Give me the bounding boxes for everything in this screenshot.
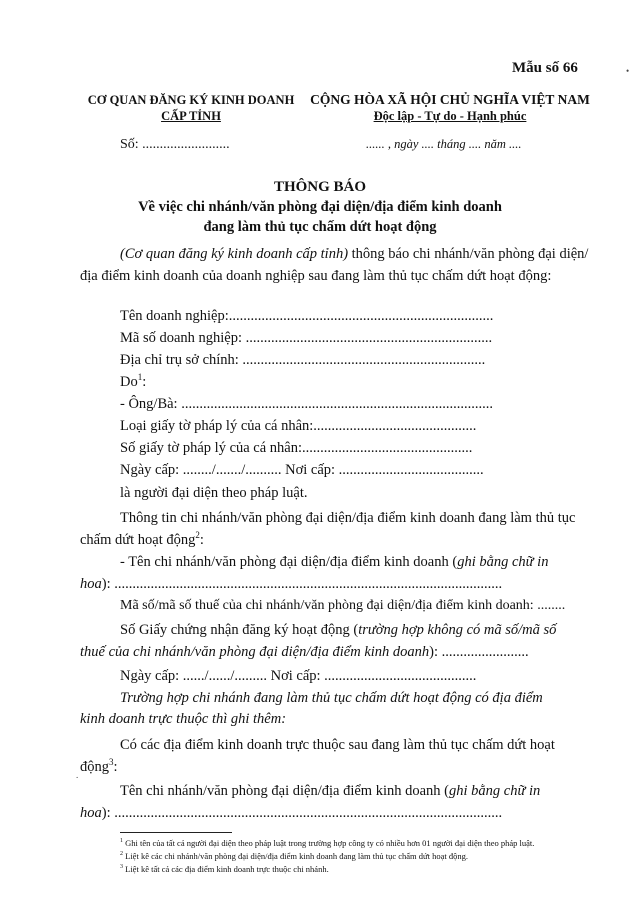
company-code-field: Mã số doanh nghiệp: .................................................................... <box>120 330 493 346</box>
branch-name-line-2 <box>80 576 590 593</box>
title-line-1: THÔNG BÁO <box>273 179 367 195</box>
note-line-1: Trường hợp chi nhánh đang làm thủ tục chấm dứt hoạt động có địa điểm <box>120 690 543 706</box>
sub-locations-word: động <box>80 759 109 775</box>
branch-info-text: Thông tin chi nhánh/văn phòng đại diện/địa điểm kinh doanh đang làm thủ tục chấm dứt hoạt động <box>80 510 576 548</box>
sub-locations-line-1: Có các địa điểm kinh doanh trực thuộc sau đang làm thủ tục chấm dứt hoạt <box>120 737 555 753</box>
branch-name2-hint-2: hoa <box>80 805 102 821</box>
head-office-field: Địa chỉ trụ sở chính: ................................................................... <box>120 352 486 368</box>
scan-mark: . <box>76 770 79 780</box>
branch-name-label: - Tên chi nhánh/văn phòng đại diện/địa điểm kinh doanh ( <box>120 554 458 570</box>
document-number: Số: ......................... <box>120 137 230 152</box>
branch-info-colon: : <box>199 532 204 548</box>
branch-name2-hint: ghi bằng chữ in <box>449 783 541 799</box>
branch-name2-label: Tên chi nhánh/văn phòng đại diện/địa điểm kinh doanh ( <box>120 783 449 799</box>
title-line-3: đang làm thủ tục chấm dứt hoạt động <box>203 219 437 235</box>
agency-line-2: CẤP TỈNH <box>161 109 221 123</box>
nation-name: CỘNG HÒA XÃ HỘI CHỦ NGHĨA VIỆT NAM <box>310 92 590 107</box>
nation-motto: Độc lập - Tự do - Hạnh phúc <box>373 109 527 123</box>
by-field <box>120 374 146 391</box>
footnote-2 <box>120 851 468 861</box>
footnote-ref-2: 2 <box>195 530 200 541</box>
footnote-1-num: 1 <box>120 838 123 845</box>
branch-name-hint: ghi bằng chữ in <box>457 554 549 570</box>
footnote-2-text: Liệt kê các chi nhánh/văn phòng đại diện/địa điểm kinh doanh đang làm thủ tục chấm dứt hoạt động. <box>125 851 468 861</box>
reg-cert-line-2 <box>80 644 529 661</box>
branch-name-line-1 <box>120 554 548 571</box>
branch-name2-dots: ): ........................................................................................................... <box>101 805 503 821</box>
issue-field-2: Ngày cấp: ....../....../......... Nơi cấp: .......................................... <box>120 668 477 684</box>
reg-cert-hint: trường hợp không có mã số/mã số <box>358 622 557 638</box>
legal-rep-text: là người đại diện theo pháp luật. <box>120 485 308 501</box>
scan-mark: • <box>626 66 630 76</box>
agency-line-1: CƠ QUAN ĐĂNG KÝ KINH DOANH <box>87 93 295 107</box>
company-name-field: Tên doanh nghiệp:......................................................................... <box>120 308 494 324</box>
document-title <box>0 177 640 237</box>
intro-rest: thông báo chi nhánh/văn phòng đại diện/địa điểm kinh doanh của doanh nghiệp sau đang làm thủ tục chấm dứt hoạt động: <box>80 246 589 284</box>
reg-cert-line-1 <box>120 622 556 639</box>
footnote-2-num: 2 <box>120 851 123 858</box>
form-number: Mẫu số 66 <box>512 60 578 76</box>
note-line-2: kinh doanh trực thuộc thì ghi thêm: <box>80 711 287 727</box>
branch-name-dots: ): ........................................................................................................... <box>101 576 503 592</box>
reg-cert-dots: ): ........................ <box>429 644 529 660</box>
footnote-1 <box>120 838 534 848</box>
footnote-3 <box>120 864 329 874</box>
id-type-field: Loại giấy tờ pháp lý của cá nhân:............................................. <box>120 418 477 434</box>
footnote-divider <box>120 832 232 833</box>
sub-locations-line-2 <box>80 759 118 776</box>
title-line-2: Về việc chi nhánh/văn phòng đại diện/địa điểm kinh doanh <box>138 199 502 215</box>
person-field: - Ông/Bà: ...................................................................................... <box>120 396 493 412</box>
footnote-1-text: Ghi tên của tất cả người đại diện theo pháp luật trong trường hợp công ty có nhiều hơn 01 người đại diện theo pháp luật. <box>125 838 535 848</box>
issue-field: Ngày cấp: ......../......./.......... Nơi cấp: ........................................ <box>120 462 484 478</box>
footnote-ref-3: 3 <box>109 757 114 768</box>
footnote-3-text: Liệt kê tất cả các địa điểm kinh doanh trực thuộc chi nhánh. <box>125 864 329 874</box>
branch-info-paragraph <box>80 507 590 551</box>
document-date: ...... , ngày .... tháng .... năm .... <box>366 137 522 151</box>
branch-name-hint-2: hoa <box>80 576 102 592</box>
reg-cert-hint-2: thuế của chi nhánh/văn phòng đại diện/địa điểm kinh doanh <box>80 644 430 660</box>
tax-code-field: Mã số/mã số thuế của chi nhánh/văn phòng đại diện/địa điểm kinh doanh: ........ <box>120 598 566 613</box>
branch-name2-line-1 <box>120 783 540 800</box>
sub-locations-colon: : <box>113 759 118 775</box>
by-label: Do <box>120 374 138 390</box>
footnote-3-num: 3 <box>120 864 123 871</box>
footnote-ref-1: 1 <box>137 372 143 383</box>
by-colon: : <box>142 374 147 390</box>
intro-paragraph <box>80 243 590 287</box>
national-header <box>300 92 600 124</box>
branch-name2-line-2 <box>80 805 590 822</box>
reg-cert-label: Số Giấy chứng nhận đăng ký hoạt động ( <box>120 622 359 638</box>
id-number-field: Số giấy tờ pháp lý của cá nhân:............................................... <box>120 440 473 456</box>
issuing-agency <box>80 92 302 124</box>
intro-italic: (Cơ quan đăng ký kinh doanh cấp tỉnh) <box>120 246 349 262</box>
